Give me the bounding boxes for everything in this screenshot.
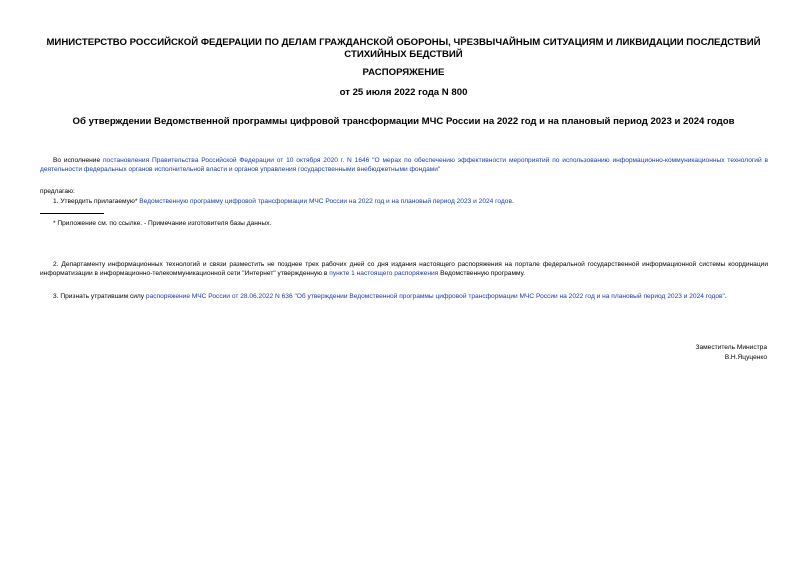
propose-text: предлагаю: bbox=[40, 188, 75, 195]
intro-text: Во исполнение bbox=[53, 157, 103, 164]
document-type: РАСПОРЯЖЕНИЕ bbox=[362, 67, 445, 78]
signature-block bbox=[695, 343, 767, 363]
item-1-suffix: . bbox=[511, 198, 514, 205]
signatory-name: В.Н.Яцуценко bbox=[724, 353, 767, 361]
repealed-order-link[interactable]: распоряжение МЧС России от 28.06.2022 N 636 "Об утверждении Ведомственной программы цифровой трансформации МЧС России на 2022 год и на плановый период 2023 и 2024 годов" bbox=[145, 293, 725, 300]
item-3-paragraph bbox=[40, 292, 768, 301]
item-1-text: 1. Утвердить прилагаемую* bbox=[53, 198, 140, 205]
item-2-text: 2. Департаменту информационных технологий и связи разместить не позднее трех рабочих дней со дня издания настоящего распоряжения на портале федеральной государственной информационной системы координации информатизации в информационно-телекоммуникационной сети "Интернет" утвержденную в bbox=[40, 261, 768, 278]
item-2-paragraph bbox=[40, 260, 768, 279]
document-date-number: от 25 июля 2022 года N 800 bbox=[339, 87, 468, 98]
footnote: * Приложение см. по ссылке. - Примечание изготовителя базы данных. bbox=[53, 220, 272, 227]
item-3-suffix: . bbox=[724, 293, 727, 300]
intro-paragraph bbox=[40, 156, 768, 175]
clause-1-link[interactable]: пункте 1 настоящего распоряжения bbox=[329, 270, 439, 278]
item-3-text: 3. Признать утратившим силу bbox=[53, 293, 146, 300]
footnote-divider bbox=[40, 213, 104, 214]
program-link[interactable]: Ведомственную программу цифровой трансформации МЧС России на 2022 год и на плановый период 2023 и 2024 годов bbox=[139, 198, 512, 205]
document-title: Об утверждении Ведомственной программы цифровой трансформации МЧС России на 2022 год и на плановый период 2023 и 2024 годов bbox=[72, 116, 735, 127]
item-1-paragraph bbox=[40, 197, 768, 206]
ministry-heading: МИНИСТЕРСТВО РОССИЙСКОЙ ФЕДЕРАЦИИ ПО ДЕЛАМ ГРАЖДАНСКОЙ ОБОРОНЫ, ЧРЕЗВЫЧАЙНЫМ СИТУАЦИЯМ И ЛИКВИДАЦИИ ПОСЛЕДСТВИЙ СТИХИЙНЫХ БЕДСТВИЙ bbox=[46, 37, 761, 60]
signatory-position: Заместитель Министра bbox=[695, 344, 767, 351]
item-2-suffix: Ведомственную программу. bbox=[438, 270, 526, 278]
government-decree-link[interactable]: постановления Правительства Российской Федерации от 10 октября 2020 г. N 1646 "О мерах по обеспечению эффективности мероприятий по использованию информационно-коммуникационных технологий в деятельности федеральных органов исполнительной власти и органов управления государственными внебюджетными фондами" bbox=[40, 157, 768, 174]
